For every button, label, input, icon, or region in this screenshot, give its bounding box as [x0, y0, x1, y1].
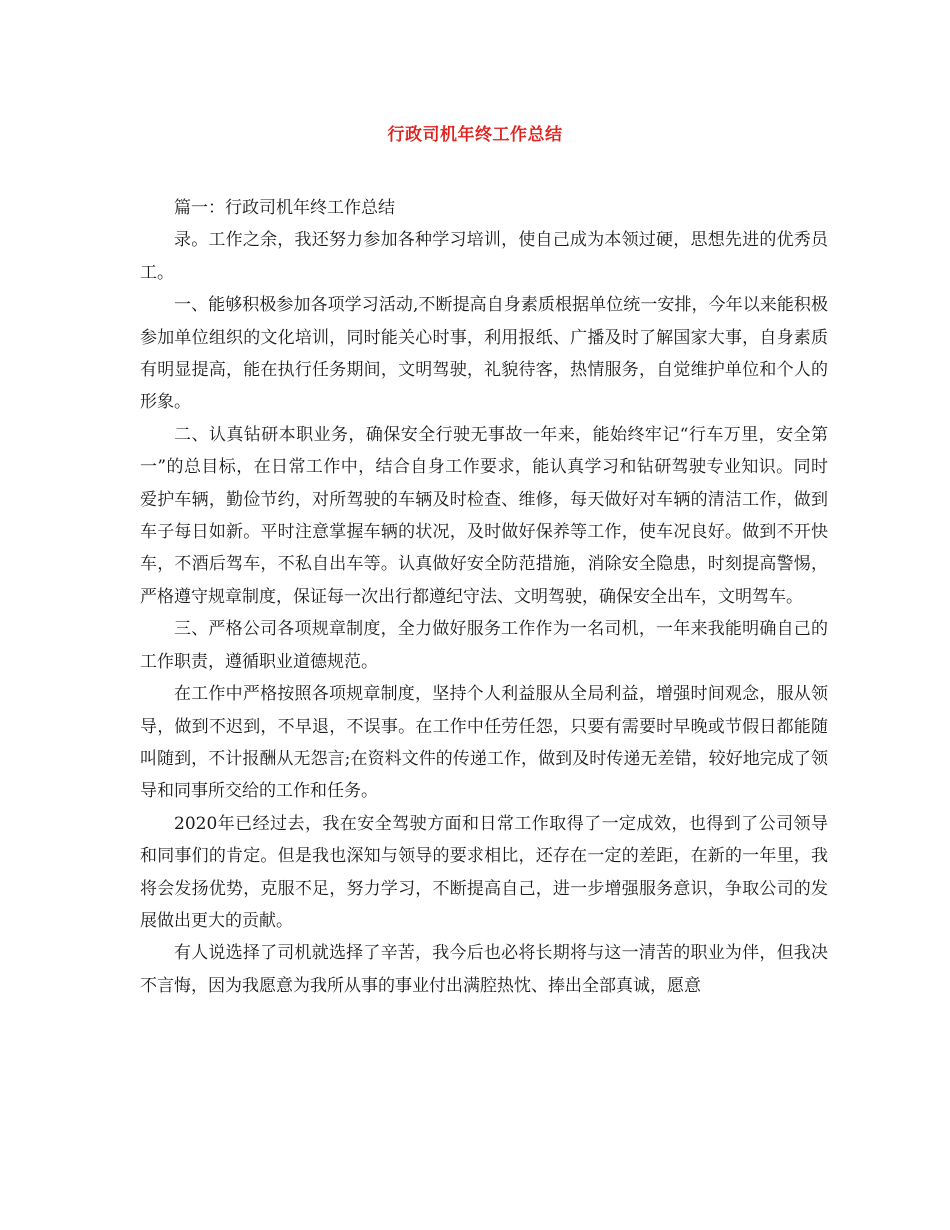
paragraph: 在工作中严格按照各项规章制度，坚持个人利益服从全局利益，增强时间观念，服从领导，做到不迟到，不早退，不误事。在工作中任劳任怨，只要有需要时早晚或节假日都能随叫随到，不计报酬从无怨言;在资料文件的传递工作，做到及时传递无差错，较好地完成了领导和同事所交给的工作和任务。: [140, 684, 828, 802]
document-body: [140, 192, 828, 1002]
paragraph: 录。工作之余，我还努力参加各种学习培训，使自己成为本领过硬，思想先进的优秀员工。: [140, 230, 828, 283]
paragraph: 二、认真钻研本职业务，确保安全行驶无事故一年来，能始终牢记“行车万里，安全第一”的总目标，在日常工作中，结合自身工作要求，能认真学习和钻研驾驶专业知识。同时爱护车辆，勤俭节约，对所驾驶的车辆及时检查、维修，每天做好对车辆的清洁工作，做到车子每日如新。平时注意掌握车辆的状况，及时做好保养等工作，使车况良好。做到不开快车，不酒后驾车，不私自出车等。认真做好安全防范措施，消除安全隐患，时刻提高警惕，严格遵守规章制度，保证每一次出行都遵纪守法、文明驾驶，确保安全出车，文明驾车。: [140, 424, 828, 607]
document-title: 行政司机年终工作总结: [387, 125, 563, 145]
paragraph: 2020年已经过去，我在安全驾驶方面和日常工作取得了一定成效，也得到了公司领导和同事们的肯定。但是我也深知与领导的要求相比，还存在一定的差距，在新的一年里，我将会发扬优势，克服不足，努力学习，不断提高自己，进一步增强服务意识，争取公司的发展做出更大的贡献。: [140, 813, 828, 931]
paragraph-heading: 篇一：行政司机年终工作总结: [174, 198, 395, 218]
paragraph: 有人说选择了司机就选择了辛苦，我今后也必将长期将与这一清苦的职业为伴，但我决不言悔，因为我愿意为我所从事的事业付出满腔热忱、捧出全部真诚，愿意: [140, 943, 828, 996]
paragraph: 三、严格公司各项规章制度，全力做好服务工作作为一名司机，一年来我能明确自己的工作职责，遵循职业道德规范。: [140, 619, 828, 672]
paragraph: 一、能够积极参加各项学习活动,不断提高自身素质根据单位统一安排，今年以来能积极参加单位组织的文化培训，同时能关心时事，利用报纸、广播及时了解国家大事，自身素质有明显提高，能在执行任务期间，文明驾驶，礼貌待客，热情服务，自觉维护单位和个人的形象。: [140, 295, 828, 413]
